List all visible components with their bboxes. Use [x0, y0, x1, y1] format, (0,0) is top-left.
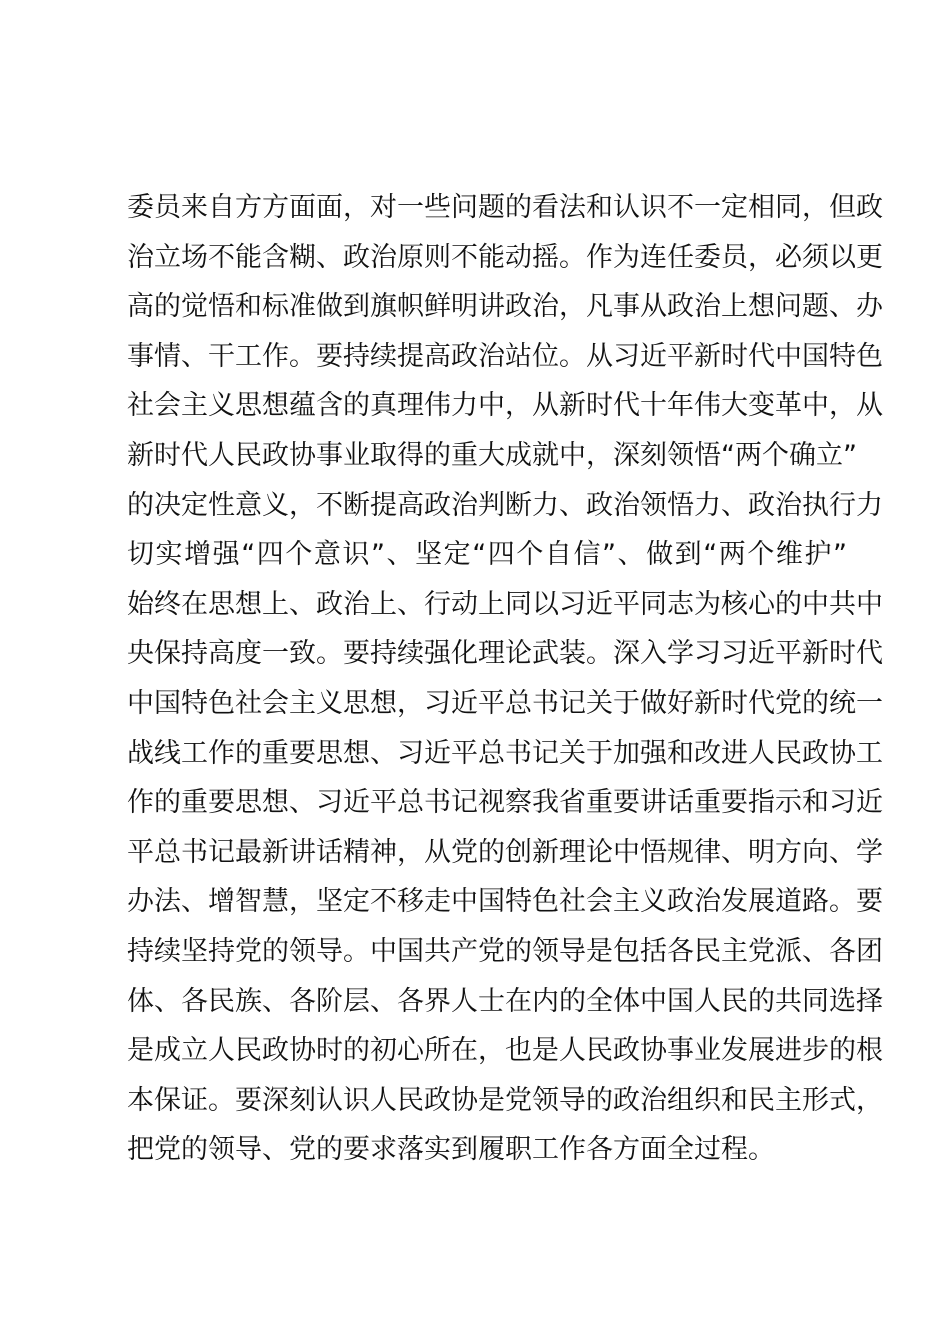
text-line: 办法、增智慧，坚定不移走中国特色社会主义政治发展道路。要	[127, 886, 883, 918]
text-line: 事情、干工作。要持续提高政治站位。从习近平新时代中国特色	[127, 340, 883, 372]
text-line: 战线工作的重要思想、习近平总书记关于加强和改进人民政协工	[127, 737, 883, 769]
body-paragraph	[127, 183, 883, 1175]
text-line: 委员来自方方面面，对一些问题的看法和认识不一定相同，但政	[127, 192, 883, 223]
text-line: 的决定性意义，不断提高政治判断力、政治领悟力、政治执行力	[127, 489, 883, 521]
text-line: 体、各民族、各阶层、各界人士在内的全体中国人民的共同选择	[127, 985, 883, 1017]
text-line: 切实增强“四个意识”、坚定“四个自信”、做到“两个维护”	[127, 539, 847, 571]
text-line: 持续坚持党的领导。中国共产党的领导是包括各民主党派、各团	[127, 935, 883, 967]
text-line: 社会主义思想蕴含的真理伟力中，从新时代十年伟大变革中，从	[127, 390, 883, 422]
text-line: 始终在思想上、政治上、行动上同以习近平同志为核心的中共中	[127, 588, 883, 620]
text-line: 新时代人民政协事业取得的重大成就中，深刻领悟“两个确立”	[127, 439, 857, 471]
text-line: 高的觉悟和标准做到旗帜鲜明讲政治，凡事从政治上想问题、办	[127, 291, 883, 323]
text-line: 中国特色社会主义思想，习近平总书记关于做好新时代党的统一	[127, 687, 883, 719]
text-line: 把党的领导、党的要求落实到履职工作各方面全过程。	[127, 1134, 775, 1166]
text-line: 本保证。要深刻认识人民政协是党领导的政治组织和民主形式，	[127, 1084, 883, 1116]
text-line: 是成立人民政协时的初心所在，也是人民政协事业发展进步的根	[127, 1035, 883, 1067]
text-line: 治立场不能含糊、政治原则不能动摇。作为连任委员，必须以更	[127, 241, 883, 273]
text-line: 央保持高度一致。要持续强化理论武装。深入学习习近平新时代	[127, 638, 883, 670]
text-line: 作的重要思想、习近平总书记视察我省重要讲话重要指示和习近	[127, 787, 883, 819]
text-line: 平总书记最新讲话精神，从党的创新理论中悟规律、明方向、学	[127, 836, 883, 868]
